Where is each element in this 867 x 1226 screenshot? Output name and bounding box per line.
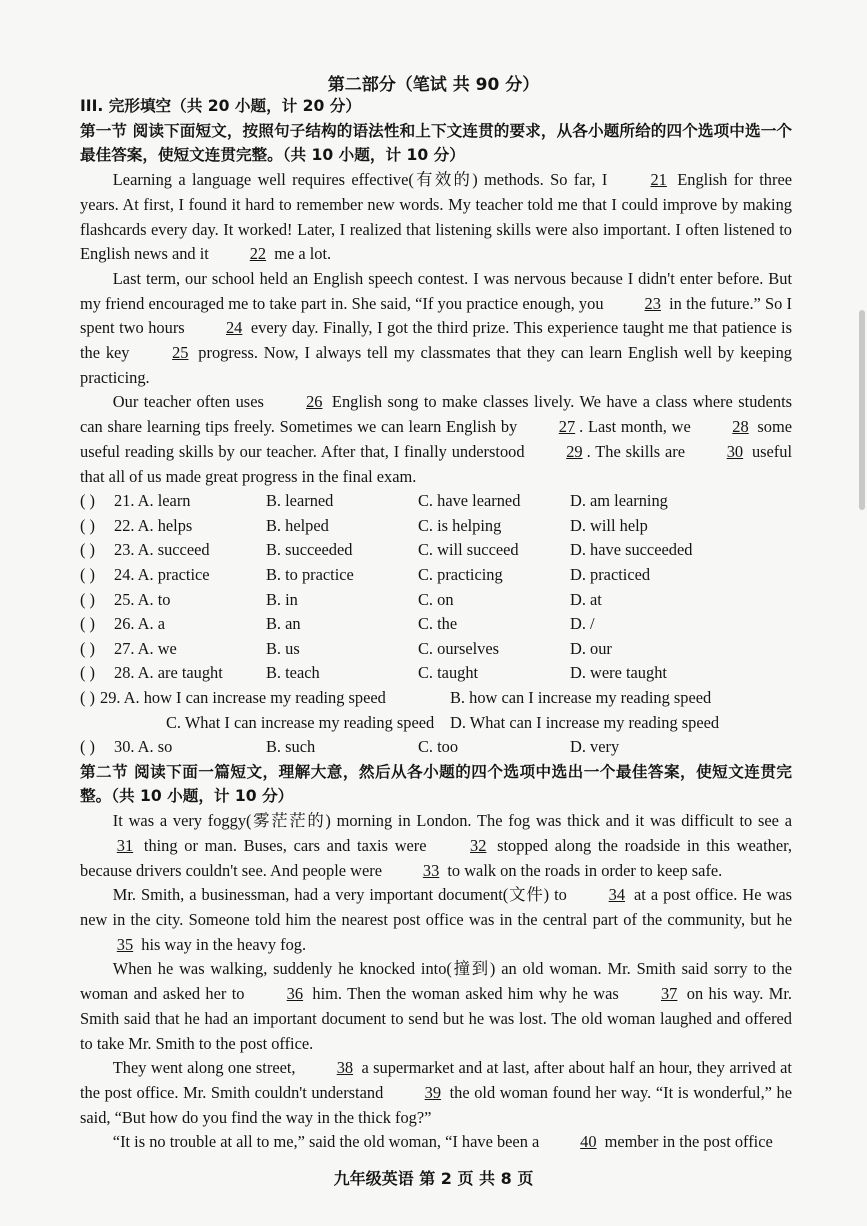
passage-text: member in the post office bbox=[600, 1132, 773, 1152]
passage-text: every day. Finally, I got the third prize. This experience taught me that patience is the key bbox=[80, 318, 792, 363]
option-a: 23. A. succeed bbox=[114, 540, 210, 560]
option-b: B. an bbox=[266, 614, 301, 634]
blank-number[interactable]: 32 bbox=[470, 835, 487, 855]
option-row bbox=[80, 637, 792, 662]
passage-text: Our teacher often uses bbox=[112, 392, 270, 412]
passage1-paragraph-3 bbox=[80, 390, 792, 489]
passage1-paragraph-2 bbox=[80, 267, 792, 391]
passage2-paragraph-5 bbox=[80, 1130, 792, 1155]
option-a: 22. A. helps bbox=[114, 515, 193, 535]
option-a: 29. A. how I can increase my reading speed bbox=[100, 687, 386, 707]
option-c: C. the bbox=[418, 614, 458, 634]
option-row bbox=[80, 588, 792, 613]
option-a: 21. A. learn bbox=[114, 491, 191, 511]
option-row-29a bbox=[80, 686, 792, 711]
passage-text: the old woman found her way. “It is wonderful,” he said, “But how do you find the way in the thick fog?” bbox=[80, 1082, 792, 1127]
passage-text: useful that all of us made great progress in the final exam. bbox=[80, 441, 793, 486]
passage-text: English song to make classes lively. We have a class where students can share learning tips freely. Sometimes we can learn English by bbox=[80, 392, 792, 437]
passage2-paragraph-1 bbox=[80, 809, 792, 883]
section-heading: III. 完形填空（共 20 小题，计 20 分） bbox=[80, 97, 361, 115]
option-c: C. will succeed bbox=[418, 540, 519, 560]
option-c: C. too bbox=[418, 737, 459, 757]
option-row bbox=[80, 563, 792, 588]
answer-paren[interactable]: ( ) bbox=[80, 737, 96, 757]
blank-number[interactable]: 24 bbox=[225, 318, 243, 338]
answer-paren[interactable]: ( ) bbox=[80, 491, 96, 511]
option-b: B. teach bbox=[266, 663, 320, 683]
passage-text: some useful reading skills by our teacher. After that, I finally understood bbox=[80, 417, 793, 461]
answer-paren[interactable]: ( ) bbox=[80, 589, 96, 609]
passage2-paragraph-4 bbox=[80, 1056, 792, 1130]
option-row-30 bbox=[80, 735, 792, 760]
passage-text: at a post office. He was new in the city. Someone told him the nearest post office was in the central part of the community, but he bbox=[80, 885, 792, 929]
option-b: B. learned bbox=[266, 491, 334, 511]
option-b: B. in bbox=[266, 589, 298, 609]
option-d: D. / bbox=[570, 614, 595, 634]
option-b: B. to practice bbox=[266, 564, 354, 584]
passage-text: him. Then the woman asked him why he was bbox=[307, 984, 625, 1004]
option-d: D. at bbox=[570, 589, 602, 609]
option-b: B. us bbox=[266, 638, 300, 658]
blank-number[interactable]: 36 bbox=[286, 984, 304, 1004]
option-a: 28. A. are taught bbox=[114, 663, 223, 683]
blank-number[interactable]: 34 bbox=[608, 885, 626, 905]
option-d: D. am learning bbox=[570, 491, 668, 511]
option-d: D. practiced bbox=[570, 564, 651, 584]
blank-number[interactable]: 29 bbox=[566, 441, 583, 461]
option-row bbox=[80, 612, 792, 637]
answer-paren[interactable]: ( ) bbox=[80, 687, 96, 707]
blank-number[interactable]: 30 bbox=[726, 441, 744, 461]
option-c: C. What I can increase my reading speed bbox=[166, 712, 435, 732]
blank-number[interactable]: 27 bbox=[558, 417, 576, 437]
option-c: C. on bbox=[418, 589, 454, 609]
passage-text: It was a very foggy(雾茫茫的) morning in London. The fog was thick and it was difficult to see a bbox=[112, 811, 792, 831]
answer-paren[interactable]: ( ) bbox=[80, 663, 96, 683]
option-c: C. practicing bbox=[418, 564, 503, 584]
option-row-29b bbox=[80, 711, 792, 736]
passage-text: stopped along the roadside in this weather, because drivers couldn't see. And people were bbox=[80, 835, 792, 880]
page-title: 第二部分（笔试 共 90 分） bbox=[327, 75, 540, 95]
option-row bbox=[80, 538, 792, 563]
passage2-paragraph-3 bbox=[80, 957, 792, 1056]
answer-paren[interactable]: ( ) bbox=[80, 564, 96, 584]
blank-number[interactable]: 35 bbox=[116, 934, 134, 954]
answer-paren[interactable]: ( ) bbox=[80, 515, 96, 535]
part1-instruction: 第一节 阅读下面短文，按照句子结构的语法性和上下文连贯的要求，从各小题所给的四个选项中选一个最佳答案，使短文连贯完整。（共 10 小题，计 10 分） bbox=[80, 121, 792, 165]
blank-number[interactable]: 23 bbox=[644, 293, 661, 313]
option-d: D. our bbox=[570, 638, 612, 658]
option-d: D. were taught bbox=[570, 663, 667, 683]
blank-number[interactable]: 25 bbox=[172, 343, 189, 363]
option-a: 25. A. to bbox=[114, 589, 171, 609]
option-b: B. how can I increase my reading speed bbox=[450, 687, 712, 707]
passage-text: . The skills are bbox=[586, 441, 690, 461]
passage-text: his way in the heavy fog. bbox=[137, 934, 307, 954]
passage-text: Learning a language well requires effective(有效的) methods. So far, I bbox=[112, 170, 614, 190]
option-b: B. such bbox=[266, 737, 316, 757]
option-a: 30. A. so bbox=[114, 737, 173, 757]
passage-text: me a lot. bbox=[270, 244, 332, 264]
page-footer: 九年级英语 第 2 页 共 8 页 bbox=[333, 1169, 534, 1188]
passage-text: in the future.” So I spent two hours bbox=[80, 293, 792, 338]
passage-text: When he was walking, suddenly he knocked into(撞到) an old woman. Mr. Smith said sorry to the woman and asked her to bbox=[80, 959, 792, 1004]
blank-number[interactable]: 39 bbox=[424, 1082, 442, 1102]
option-b: B. succeeded bbox=[266, 540, 353, 560]
answer-paren[interactable]: ( ) bbox=[80, 540, 96, 560]
passage-text: progress. Now, I always tell my classmates that they can learn English well by keeping practicing. bbox=[80, 343, 792, 387]
passage-text: Mr. Smith, a businessman, had a very important document(文件) to bbox=[112, 885, 572, 905]
answer-paren[interactable]: ( ) bbox=[80, 638, 96, 658]
passage-text: Last term, our school held an English speech contest. I was nervous because I didn't enter before. But my friend encouraged me to take part in. She said, “If you practice enough, you bbox=[80, 268, 792, 313]
passage-text: “It is no trouble at all to me,” said the old woman, “I have been a bbox=[112, 1132, 544, 1152]
passage-text: on his way. Mr. Smith said that he had an important document to send but he was lost. The old woman laughed and offered to take Mr. Smith to the post office. bbox=[80, 984, 792, 1053]
option-d: D. have succeeded bbox=[570, 540, 693, 560]
option-a: 24. A. practice bbox=[114, 564, 210, 584]
blank-number[interactable]: 38 bbox=[336, 1058, 354, 1078]
passage-text: . Last month, we bbox=[579, 417, 696, 437]
passage2-paragraph-2 bbox=[80, 883, 792, 957]
option-a: 26. A. a bbox=[114, 614, 165, 634]
option-b: B. helped bbox=[266, 515, 329, 535]
blank-number[interactable]: 22 bbox=[249, 244, 267, 264]
option-a: 27. A. we bbox=[114, 638, 177, 658]
blank-number[interactable]: 40 bbox=[580, 1132, 597, 1152]
option-c: C. is helping bbox=[418, 515, 502, 535]
option-c: C. ourselves bbox=[418, 638, 500, 658]
page-content bbox=[80, 94, 792, 1155]
part2-instruction: 第二节 阅读下面一篇短文，理解大意，然后从各小题的四个选项中选出一个最佳答案，使短文连贯完整。（共 10 小题，计 10 分） bbox=[80, 762, 792, 806]
passage-text: a supermarket and at last, after about half an hour, they arrived at the post office. Mr. Smith couldn't understand bbox=[80, 1058, 792, 1102]
options-list bbox=[80, 489, 792, 686]
option-d: D. What can I increase my reading speed bbox=[450, 712, 720, 732]
blank-number[interactable]: 31 bbox=[116, 835, 134, 855]
passage1-paragraph-1 bbox=[80, 168, 792, 267]
scrollbar[interactable] bbox=[859, 310, 865, 510]
answer-paren[interactable]: ( ) bbox=[80, 614, 96, 634]
blank-number[interactable]: 28 bbox=[732, 417, 749, 437]
option-row bbox=[80, 661, 792, 686]
option-d: D. will help bbox=[570, 515, 648, 535]
passage-text: thing or man. Buses, cars and taxis were bbox=[137, 835, 434, 855]
passage-text: English for three years. At first, I found it hard to remember new words. My teacher told me that I could improve by making flashcards every day. It worked! Later, I realized that listening skills were also important. I often listened to English news and it bbox=[80, 170, 793, 264]
passage-text: They went along one street, bbox=[112, 1058, 300, 1078]
option-row bbox=[80, 489, 792, 514]
option-c: C. have learned bbox=[418, 491, 521, 511]
option-row bbox=[80, 514, 792, 539]
blank-number[interactable]: 26 bbox=[306, 392, 323, 412]
blank-number[interactable]: 21 bbox=[650, 170, 667, 190]
option-d: D. very bbox=[570, 737, 620, 757]
passage-text: to walk on the roads in order to keep safe. bbox=[443, 860, 723, 880]
blank-number[interactable]: 33 bbox=[422, 860, 440, 880]
option-c: C. taught bbox=[418, 663, 479, 683]
blank-number[interactable]: 37 bbox=[660, 984, 678, 1004]
